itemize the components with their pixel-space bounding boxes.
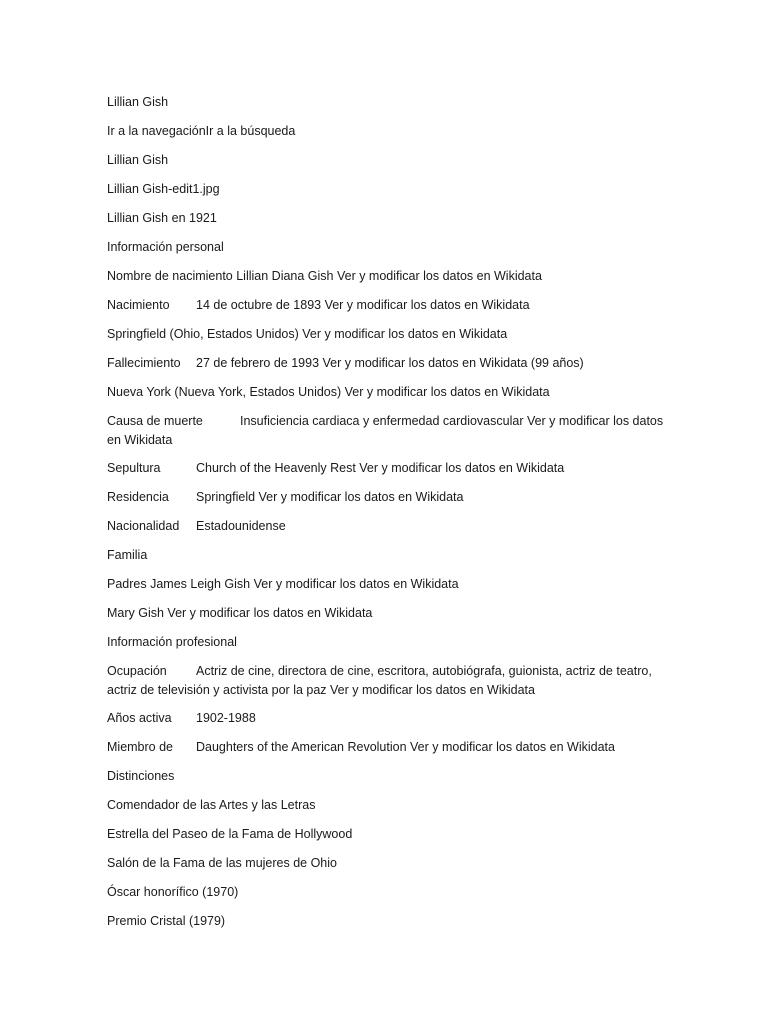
member-of-value: Daughters of the American Revolution Ver y modificar los datos en Wikidata bbox=[196, 740, 615, 754]
birth-name-row: Nombre de nacimiento Lillian Diana Gish Ver y modificar los datos en Wikidata bbox=[107, 269, 542, 283]
infobox-title: Lillian Gish bbox=[107, 153, 169, 167]
section-awards: Distinciones bbox=[107, 769, 175, 783]
parents-row: Padres James Leigh Gish Ver y modificar los datos en Wikidata bbox=[107, 577, 459, 591]
award-item: Comendador de las Artes y las Letras bbox=[107, 798, 316, 812]
occupation-row bbox=[107, 662, 667, 699]
birth-label: Nacimiento bbox=[107, 298, 170, 312]
member-of-row bbox=[107, 738, 667, 756]
award-item: Óscar honorífico (1970) bbox=[107, 885, 239, 899]
death-row bbox=[107, 354, 667, 372]
deathplace-row: Nueva York (Nueva York, Estados Unidos) Ver y modificar los datos en Wikidata bbox=[107, 385, 550, 399]
occupation-value: Actriz de cine, directora de cine, escritora, autobiógrafa, guionista, actriz de teatro, actriz de televisión y activista por la paz Ver y modificar los datos en Wikidata bbox=[107, 664, 652, 697]
death-value: 27 de febrero de 1993 Ver y modificar los datos en Wikidata (99 años) bbox=[196, 356, 584, 370]
cause-of-death-label: Causa de muerte bbox=[107, 414, 203, 428]
cause-of-death-row bbox=[107, 412, 667, 449]
occupation-label: Ocupación bbox=[107, 664, 167, 678]
birth-row bbox=[107, 296, 667, 314]
residence-value: Springfield Ver y modificar los datos en Wikidata bbox=[196, 490, 464, 504]
years-active-row bbox=[107, 709, 667, 727]
section-personal-info: Información personal bbox=[107, 240, 224, 254]
burial-row bbox=[107, 459, 667, 477]
award-item: Salón de la Fama de las mujeres de Ohio bbox=[107, 856, 337, 870]
years-active-label: Años activa bbox=[107, 711, 172, 725]
award-item: Premio Cristal (1979) bbox=[107, 914, 226, 928]
nav-search-links: Ir a la navegaciónIr a la búsqueda bbox=[107, 124, 296, 138]
burial-value: Church of the Heavenly Rest Ver y modificar los datos en Wikidata bbox=[196, 461, 565, 475]
image-caption: Lillian Gish en 1921 bbox=[107, 211, 217, 225]
image-filename: Lillian Gish-edit1.jpg bbox=[107, 182, 220, 196]
member-of-label: Miembro de bbox=[107, 740, 173, 754]
residence-row bbox=[107, 488, 667, 506]
section-professional-info: Información profesional bbox=[107, 635, 237, 649]
section-family: Familia bbox=[107, 548, 148, 562]
nationality-row bbox=[107, 517, 667, 535]
doc-title: Lillian Gish bbox=[107, 95, 169, 109]
parent-mother-row: Mary Gish Ver y modificar los datos en Wikidata bbox=[107, 606, 373, 620]
award-item: Estrella del Paseo de la Fama de Hollywood bbox=[107, 827, 353, 841]
years-active-value: 1902-1988 bbox=[196, 711, 256, 725]
death-label: Fallecimiento bbox=[107, 356, 181, 370]
residence-label: Residencia bbox=[107, 490, 169, 504]
document-page bbox=[107, 93, 667, 941]
birthplace-row: Springfield (Ohio, Estados Unidos) Ver y modificar los datos en Wikidata bbox=[107, 327, 508, 341]
cause-of-death-value: Insuficiencia cardiaca y enfermedad cardiovascular Ver y modificar los datos en Wikidata bbox=[107, 414, 664, 447]
burial-label: Sepultura bbox=[107, 461, 161, 475]
nationality-value: Estadounidense bbox=[196, 519, 286, 533]
nationality-label: Nacionalidad bbox=[107, 519, 180, 533]
birth-value: 14 de octubre de 1893 Ver y modificar los datos en Wikidata bbox=[196, 298, 530, 312]
